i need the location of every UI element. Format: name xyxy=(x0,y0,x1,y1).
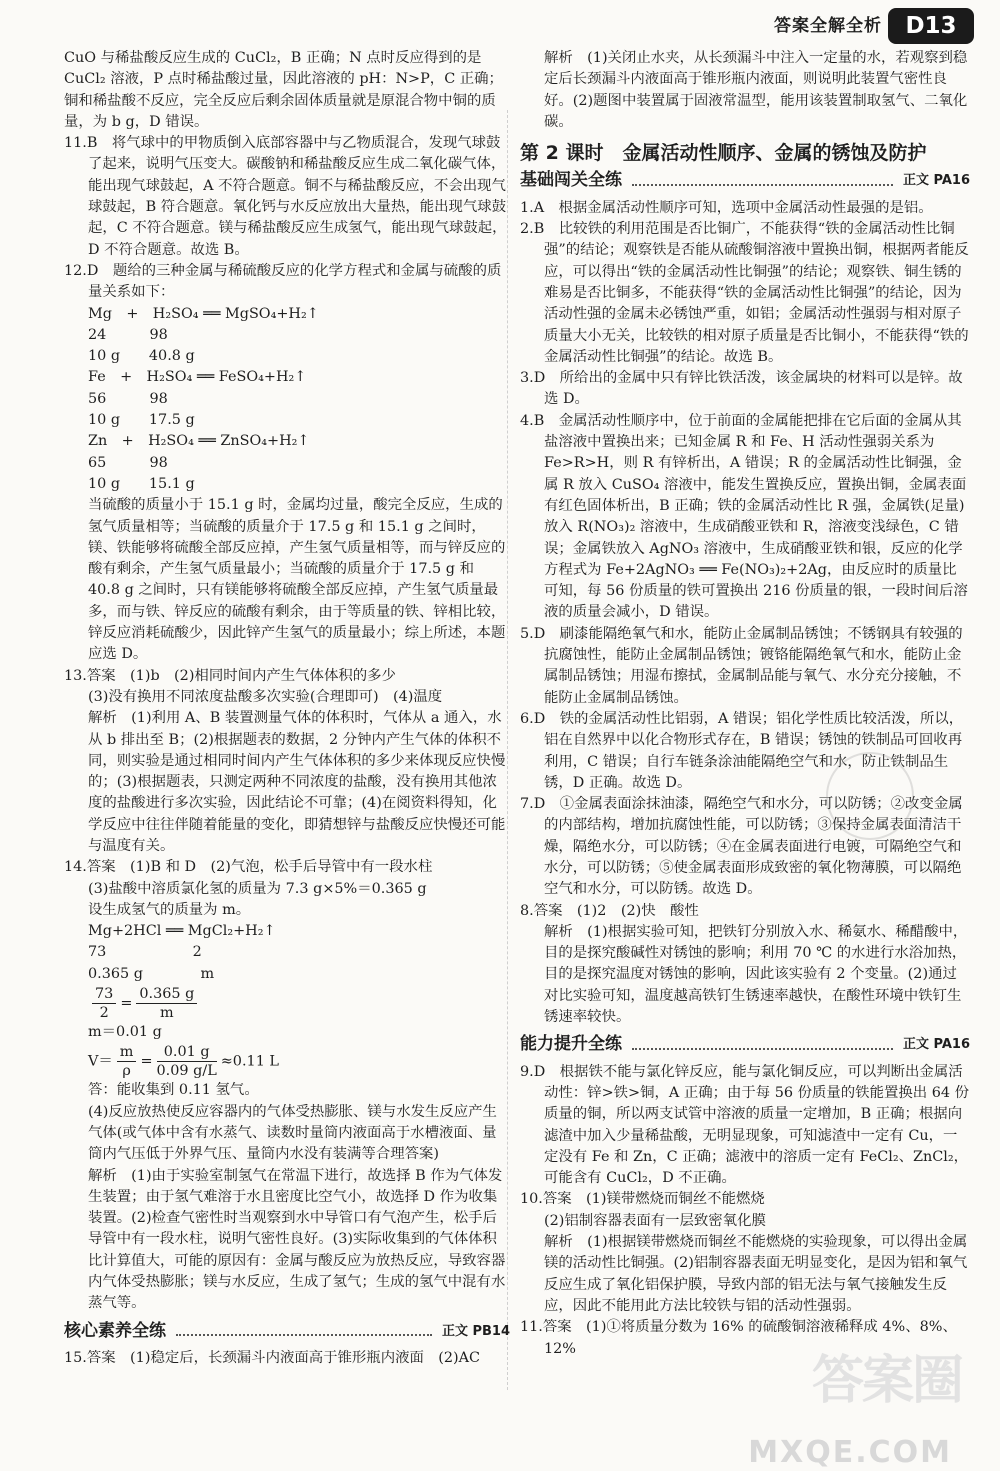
answer-r3: 3.D 所给出的金属中只有锌比铁活泼，该金属块的材料可以是锌。故选 D。 xyxy=(520,370,963,408)
fraction-1: $\frac{73}{2}$ xyxy=(92,985,116,1022)
answer-14-part4: (4)反应放热使反应容器内的气体受热膨胀、镁与水发生反应产生气体(或气体中含有水蒸气、读数时量筒内液面高于水槽液面、量筒内气压低于外界气压、量筒内水没有装满等合理答案) xyxy=(88,1103,497,1163)
answer-14-conclusion: 答：能收集到 0.11 氢气。 xyxy=(88,1082,259,1099)
fraction-volume: $\frac{0.01 g}{0.09 g/L}$ xyxy=(156,1044,217,1080)
page-header xyxy=(0,4,1000,48)
equation-mg-ratio: 24 98 xyxy=(88,326,168,343)
answer-r7: 7.D ①金属表面涂抹油漆，隔绝空气和水分，可以防锈；②改变金属的内部结构，增加抗腐蚀性能，可以防锈；③保持金属表面清洁干燥，隔绝水分，可以防锈；④在金属表面进行电镀，可隔绝空气和水分，可以防锈；⑤使金属表面形成致密的氧化物薄膜，可以隔绝空气和水分，可以防锈。故选 D。 xyxy=(520,796,963,898)
section-core-dots xyxy=(176,1326,432,1336)
left-para-0: CuO 与稀盐酸反应生成的 CuCl₂，B 正确；N 点时反应得到的是 CuCl₂ 溶液，P 点时稀盐酸过量，因此溶液的 pH：N>P，C 正确；铜和稀盐酸不反应，完全反应后剩余固体质量就是原混合物中铜的质量，为 b g，D 错误。 xyxy=(64,50,503,130)
equation-mg-mass: 10 g 40.8 g xyxy=(88,348,195,365)
equation-mg: Mg + H₂SO₄ ══ MgSO₄+H₂↑ xyxy=(88,305,319,322)
fraction-m-rho: $\frac{m}{\rho}$ xyxy=(117,1043,137,1080)
section-basic-title: 基础闯关全练 xyxy=(520,170,622,191)
equation-zn: Zn + H₂SO₄ ══ ZnSO₄+H₂↑ xyxy=(88,433,310,450)
equation-mg-hcl: Mg+2HCl ══ MgCl₂+H₂↑ xyxy=(88,923,276,940)
answer-12: 12.D 题给的三种金属与稀硫酸反应的化学方程式和金属与硫酸的质量关系如下： xyxy=(64,262,502,301)
section-basic xyxy=(520,170,970,191)
answer-r8: 8.答案 (1)2 (2)快 酸性 xyxy=(520,902,699,919)
equation-fe-ratio: 56 98 xyxy=(88,390,168,407)
answer-14-analysis: 解析 (1)由于实验室制氢气在常温下进行，故选择 B 作为气体发生装置；由于氢气难溶于水且密度比空气小，故选择 D 作为收集装置。(2)检查气密性时当观察到水中导管口有气泡产生，松手后导管中有一段水柱，说明气密性良好。(3)实际收集到的气体体积比计算值大，可能的原因有：金属与酸反应为放热反应，导致容器内气体受热膨胀；镁与水反应，生成了氢气；生成的氢气中混有水蒸气等。 xyxy=(88,1167,506,1312)
lesson-title: 第 2 课时 金属活动性顺序、金属的锈蚀及防护 xyxy=(520,142,927,165)
answer-14-part3: (3)盐酸中溶质氯化氢的质量为 7.3 g×5%＝0.365 g xyxy=(88,880,427,897)
answer-r10: 10.答案 (1)镁带燃烧而铜丝不能燃烧 xyxy=(520,1191,765,1208)
equation-zn-ratio: 65 98 xyxy=(88,454,168,471)
left-column xyxy=(64,48,510,1408)
watermark-site: MXQE.COM xyxy=(748,1434,952,1470)
answer-14: 14.答案 (1)B 和 D (2)气泡，松手后导管中有一段水柱 xyxy=(64,859,433,876)
answer-r9: 9.D 根据铁不能与氯化锌反应，能与氯化铜反应，可以判断出金属活动性：锌>铁>铜，A 正确；由于每 56 份质量的铁能置换出 64 份质量的铜，所以两支试管中溶液的质量一定增加，B 正确；根据向滤渣中加入少量稀盐酸，无明显现象，可知滤渣中一定有 Cu，一定没有 Fe 和 Zn，C 正确；滤液中的溶质一定有 FeCl₂、ZnCl₂，可能含有 CuCl₂，D 不正确。 xyxy=(520,1063,969,1187)
answer-13-analysis: 解析 (1)利用 A、B 装置测量气体的体积时，气体从 a 通入，水从 b 排出至 B；(2)根据题表的数据，2 分钟内产生气体的体积不同，则实验是通过相同时间内产生气体体积的多少来体现反应快慢的；(3)根据题表，只测定两种不同浓度的盐酸，没有换用其他浓度的盐酸进行多次实验，因此结论不可靠；(4)在阅资料得知，化学反应中往往伴随着能量的变化，即猜想锌与盐酸反应快慢还可能与温度有关。 xyxy=(88,710,506,854)
answer-11: 11.B 将气球中的甲物质倒入底部容器中与乙物质混合，发现气球鼓了起来，说明气压变大。碳酸钠和稀盐酸反应生成二氧化碳气体，能出现气球鼓起，A 不符合题意。铜不与稀盐酸反应，不会出现气球鼓起，B 符合题意。氧化钙与水反应放出大量热，能出现气球鼓起，C 不符合题意。镁与稀盐酸反应生成氢气，能出现气球鼓起，D 不符合题意。故选 B。 xyxy=(64,135,507,258)
section-core-ref: 正文 PB14 xyxy=(441,1323,510,1339)
answer-r10-part2: (2)铝制容器表面有一层致密氧化膜 xyxy=(544,1212,766,1229)
section-ability-title: 能力提升全练 xyxy=(520,1034,622,1055)
header-title: 答案全解全析 xyxy=(774,16,882,36)
answer-r10-analysis: 解析 (1)根据镁带燃烧而铜丝不能燃烧的实验现象，可以得出金属镁的活动性比铜强。(2)铝制容器表面无明显变化，是因为铝和氧气反应生成了氧化铝保护膜，导致内部的铝无法与氧气接触发生反应，因此不能用此方法比较铁与铝的活动性强弱。 xyxy=(544,1234,968,1314)
answer-r4: 4.B 金属活动性顺序中，位于前面的金属能把排在它后面的金属从其盐溶液中置换出来；已知金属 R 和 Fe、H 活动性强弱关系为 Fe>R>H，则 R 有锌析出，A 错误；R 的金属活动性比铜强，金属 R 放入 CuSO₄ 溶液中，能发生置换反应，置换出铜，金属表面有红色固体析出，B 正确；铁的金属活动性比 R 强，金属铁(足量)放入 R(NO₃)₂ 溶液中，生成硝酸亚铁和 R，溶液变浅绿色，C 错误；金属铁放入 AgNO₃ 溶液中，生成硝酸亚铁和银，反应的化学方程式为 Fe+2AgNO₃ ══ Fe(NO₃)₂+2Ag，由反应时的质量比可知，每 56 份质量的铁可置换出 216 份质量的银，一段时间后溶液的质量会减小，D 错误。 xyxy=(520,412,968,621)
m-result: m＝0.01 g xyxy=(88,1024,162,1041)
equation-mg-hcl-mass: 0.365 g m xyxy=(88,965,215,982)
watermark xyxy=(748,1351,982,1470)
answer-13-part2: (3)没有换用不同浓度盐酸多次实验(合理即可) (4)温度 xyxy=(88,688,443,705)
answer-12-analysis: 当硫酸的质量小于 15.1 g 时，金属均过量，酸完全反应，生成的氢气质量相等；当硫酸的质量介于 17.5 g 和 15.1 g 之间时，镁、铁能够将硫酸全部反应掉，产生氢气质量相等，而与锌反应的酸有剩余，产生氢气质量最小；当硫酸的质量介于 17.5 g 和 40.8 g 之间时，只有镁能够将硫酸全部反应掉，产生氢气质量最多，而与铁、锌反应的硫酸有剩余，由于等质量的铁、锌相比较，锌反应消耗硫酸少，因此锌产生氢气的质量最小；综上所述，本题应选 D。 xyxy=(88,497,506,663)
right-column xyxy=(520,48,970,1411)
equation-fe: Fe + H₂SO₄ ══ FeSO₄+H₂↑ xyxy=(88,369,307,386)
watermark-logo: 答案圈 xyxy=(811,1351,962,1411)
equation-fe-mass: 10 g 17.5 g xyxy=(88,412,195,429)
answer-r1: 1.A 根据金属活动性顺序可知，选项中金属活动性最强的是铝。 xyxy=(520,199,933,216)
answer-r8-analysis: 解析 (1)根据实验可知，把铁钉分别放入水、稀氨水、稀醋酸中，目的是探究酸碱性对锈蚀的影响；利用 70 ℃ 的水进行水浴加热，目的是探究温度对锈蚀的影响，因此该实验有 2 个变量。(2)通过对比实验可知，温度越高铁钉生锈速率越快，在酸性环境中铁钉生锈速率较快。 xyxy=(544,923,968,1026)
section-ability-dots xyxy=(632,1040,893,1050)
faint-stamp xyxy=(826,752,914,840)
section-basic-dots xyxy=(632,176,893,186)
proportion: $\frac{73}{2}$ = $\frac{0.365 g}{m}$ xyxy=(64,985,510,1022)
answer-r6: 6.D 铁的金属活动性比铝弱，A 错误；铝化学性质比较活泼，所以，铝在自然界中以化合物形式存在，B 错误；锈蚀的铁制品可回收再利用，C 错误；自行车链条涂油能隔绝空气和水，防止铁制品生锈，D 正确。故选 D。 xyxy=(520,710,964,791)
section-ability xyxy=(520,1034,970,1055)
volume-calc: V＝ $\frac{m}{\rho}$ = $\frac{0.01 g}{0.09 g/L}$ ≈0.11 L xyxy=(88,1044,279,1080)
fraction-2: $\frac{0.365 g}{m}$ xyxy=(136,985,197,1022)
answer-r2: 2.B 比较铁的利用范围是否比铜广，不能获得“铁的金属活动性比铜强”的结论；观察铁是否能从硫酸铜溶液中置换出铜，根据两者能反应，可以得出“铁的金属活动性比铜强”的结论；观察铁、铜生锈的难易是否比铜多，不能获得“铁的金属活动性比铜强”的结论，因为活动性强的金属未必锈蚀严重，如铝；金属活动性强弱与相对原子质量大小无关，比较铁的相对原子质量是否比铜小，不能获得“铁的金属活动性比铜强”的结论。故选 B。 xyxy=(520,221,969,365)
answer-15: 15.答案 (1)稳定后，长颈漏斗内液面高于锥形瓶内液面 (2)AC xyxy=(64,1349,481,1366)
page-number-badge: D13 xyxy=(888,8,974,44)
answer-15-analysis: 解析 (1)关闭止水夹，从长颈漏斗中注入一定量的水，若观察到稳定后长颈漏斗内液面高于锥形瓶内液面，则说明此装置气密性良好。(2)题图中装置属于固液常温型，能用该装置制取氢气、二氧化碳。 xyxy=(544,50,968,130)
section-core xyxy=(64,1321,510,1342)
answer-13: 13.答案 (1)b (2)相同时间内产生气体体积的多少 xyxy=(64,667,396,684)
answer-14-assume: 设生成氢气的质量为 m。 xyxy=(88,901,251,918)
answer-r5: 5.D 刷漆能隔绝氧气和水，能防止金属制品锈蚀；不锈钢具有较强的抗腐蚀性，能防止金属制品锈蚀；镀铬能隔绝氧气和水，能防止金属制品锈蚀；用湿布擦拭，金属制品能与氧气、水分充分接触，不能防止金属制品锈蚀。 xyxy=(520,625,963,706)
section-core-title: 核心素养全练 xyxy=(64,1320,166,1341)
section-ability-ref: 正文 PA16 xyxy=(902,1037,970,1053)
answer-r11: 11.答案 (1)①将质量分数为 16% 的硫酸铜溶液稀释成 4%、8%、12% xyxy=(520,1319,957,1357)
equation-mg-hcl-ratio: 73 2 xyxy=(88,944,202,961)
section-basic-ref: 正文 PA16 xyxy=(902,173,970,189)
equation-zn-mass: 10 g 15.1 g xyxy=(88,475,195,492)
